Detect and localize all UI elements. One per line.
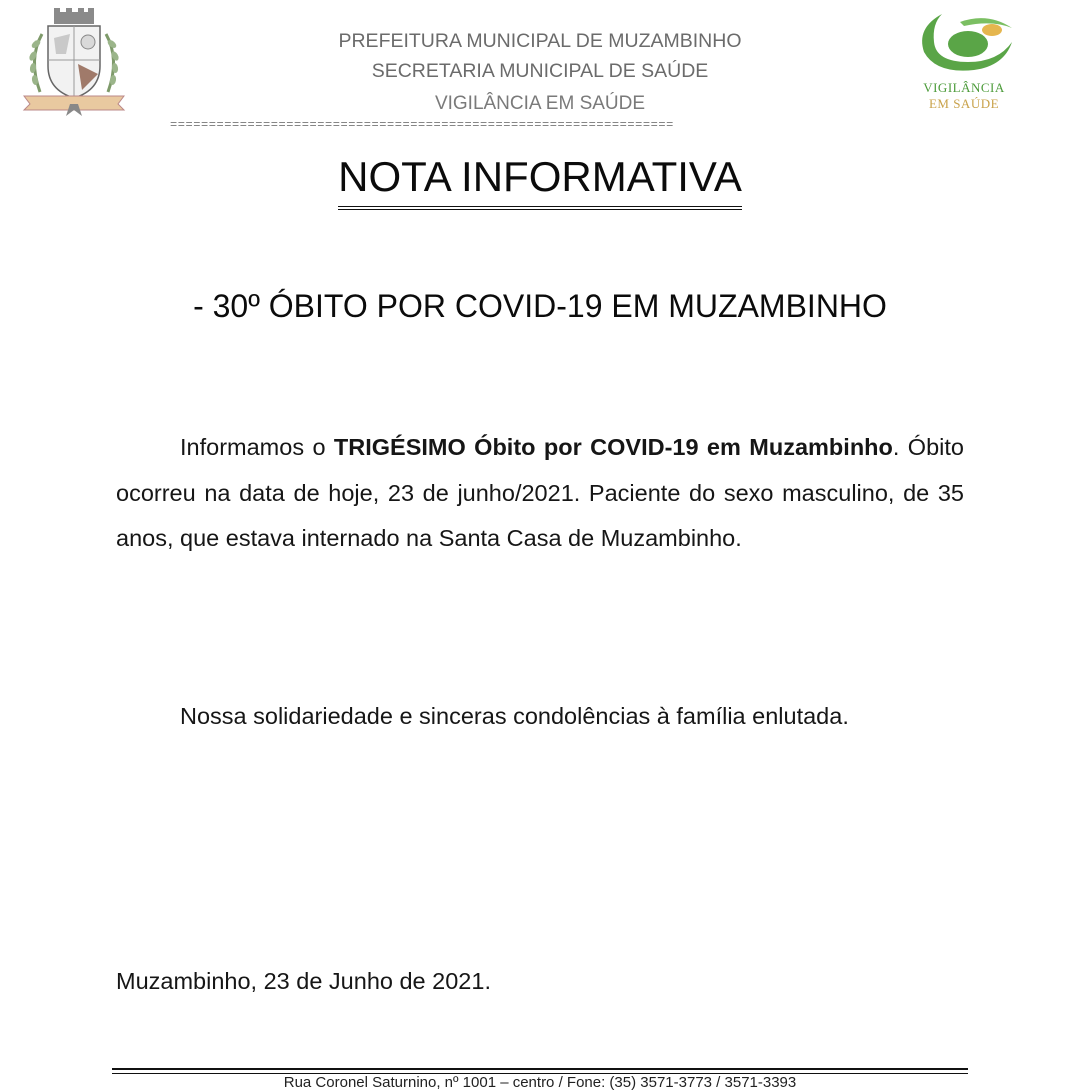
footer-rule (112, 1068, 968, 1070)
header-prefeitura: PREFEITURA MUNICIPAL DE MUZAMBINHO (338, 30, 742, 52)
logo-text-em-saude: EM SAÚDE (928, 96, 1000, 111)
title-container (0, 150, 1080, 210)
main-paragraph (116, 425, 964, 562)
paragraph-bold: TRIGÉSIMO Óbito por COVID-19 em Muzambinho (333, 434, 893, 460)
condolences-text: Nossa solidariedade e sinceras condolências à família enlutada. (180, 703, 849, 729)
logo-text-vigilancia: VIGILÂNCIA (923, 80, 1005, 95)
paragraph-intro: Informamos o (180, 434, 334, 460)
document-subtitle: - 30º ÓBITO POR COVID-19 EM MUZAMBINHO (193, 288, 887, 324)
date-line: Muzambinho, 23 de Junho de 2021. (116, 968, 491, 994)
header-vigilancia: VIGILÂNCIA EM SAÚDE (434, 93, 646, 114)
header-secretaria: SECRETARIA MUNICIPAL DE SAÚDE (371, 60, 709, 82)
header-separator: ================================================================= (170, 118, 674, 132)
paragraph-rest: . Óbito ocorreu na data de hoje, 23 de junho/2021. Paciente do sexo masculino, de 35 anos, que estava internado na Santa Casa de Muzambinho. (116, 434, 964, 551)
footer-address: Rua Coronel Saturnino, nº 1001 – centro / Fone: (35) 3571-3773 / 3571-3393 (283, 1074, 797, 1091)
document-title: NOTA INFORMATIVA (338, 150, 742, 210)
